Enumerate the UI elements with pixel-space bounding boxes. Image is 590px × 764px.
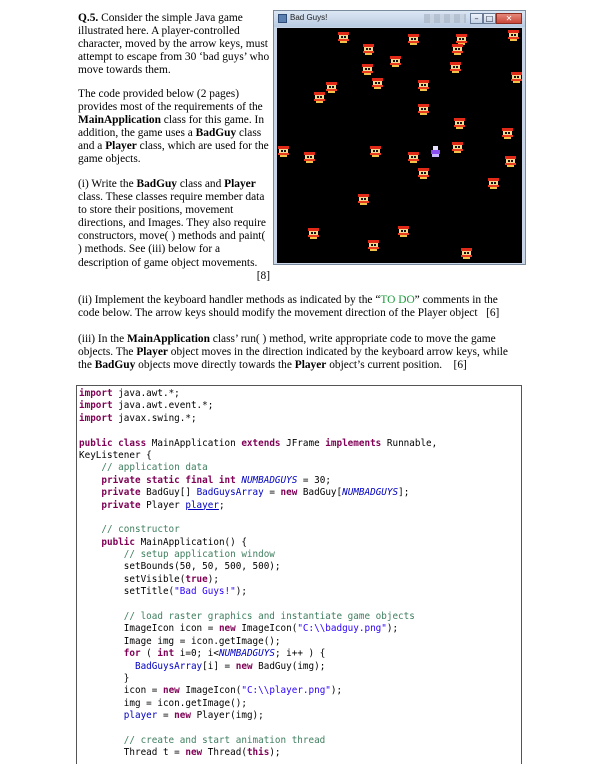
code-line: import javax.swing.*;	[79, 412, 197, 424]
badguy-sprite-icon	[501, 128, 514, 139]
mark-part-ii: [6]	[486, 307, 500, 320]
badguy-sprite-icon	[407, 152, 420, 163]
code-line-blank	[79, 425, 521, 437]
badguy-sprite-icon	[460, 248, 473, 259]
blurred-title-overlay	[424, 14, 466, 23]
badguy-sprite-icon	[510, 72, 523, 83]
badguy-sprite-icon	[357, 194, 370, 205]
code-line-blank	[79, 512, 521, 524]
code-line: public MainApplication() {	[79, 536, 247, 548]
badguy-sprite-icon	[367, 240, 380, 251]
window-icon	[278, 14, 287, 23]
badguy-sprite-icon	[337, 32, 350, 43]
code-line: public class MainApplication extends JFrame implements Runnable,	[79, 437, 438, 449]
badguy-sprite-icon	[504, 156, 517, 167]
window-titlebar[interactable]	[274, 11, 525, 27]
code-line: Thread t = new Thread(this);	[79, 747, 281, 759]
code-line: ImageIcon icon = new ImageIcon("C:\\badguy.png");	[79, 623, 399, 635]
badguy-sprite-icon	[417, 104, 430, 115]
badguy-sprite-icon	[325, 82, 338, 93]
code-line: for ( int i=0; i<NUMBADGUYS; i++ ) {	[79, 648, 326, 660]
badguy-sprite-icon	[362, 44, 375, 55]
badguy-sprite-icon	[371, 78, 384, 89]
code-comment: // load raster graphics and instantiate game objects	[79, 611, 415, 623]
mark-part-i: [8]	[256, 269, 270, 282]
code-comment: // create and start animation thread	[79, 734, 326, 746]
code-line: icon = new ImageIcon("C:\\player.png");	[79, 685, 343, 697]
code-line: BadGuysArray[i] = new BadGuy(img);	[134, 660, 326, 672]
code-line: import java.awt.event.*;	[79, 400, 214, 412]
badguy-sprite-icon	[449, 62, 462, 73]
maximize-icon[interactable]: □	[483, 13, 496, 24]
badguy-sprite-icon	[397, 226, 410, 237]
game-canvas	[277, 28, 522, 263]
code-listing	[76, 385, 522, 764]
code-line: private static final int NUMBADGUYS = 30;	[79, 474, 331, 486]
badguy-sprite-icon	[451, 142, 464, 153]
badguy-sprite-icon	[277, 146, 290, 157]
badguy-sprite-icon	[389, 56, 402, 67]
code-line: player = new Player(img);	[123, 710, 264, 722]
question-paragraph-2: The code provided below (2 pages) provides most of the requirements of the MainApplication class for this game. In addition, the game uses a BadGuy class and a Player class, which are used for the game objects.	[78, 88, 269, 166]
code-line: Image img = icon.getImage();	[79, 635, 281, 647]
close-icon[interactable]: ✕	[496, 13, 522, 24]
question-part-ii: (ii) Implement the keyboard handler methods as indicated by the “TO DO” comments in the code below. The arrow keys should modify the movement direction of the Player object [6]	[78, 294, 500, 320]
badguy-sprite-icon	[507, 30, 520, 41]
badguy-sprite-icon	[417, 80, 430, 91]
code-line: setVisible(true);	[79, 573, 219, 585]
code-line: setTitle("Bad Guys!");	[79, 586, 247, 598]
mark-part-iii: [6]	[453, 359, 467, 372]
code-comment: // application data	[79, 462, 208, 474]
question-part-iii: (iii) In the MainApplication class’ run( ) method, write appropriate code to move the game objects. The Player object moves in the direction indicated by the keyboard arrow keys, while the BadGuy objects move directly towards the Player object’s current position. [6]	[78, 333, 508, 372]
badguy-sprite-icon	[369, 146, 382, 157]
badguy-sprite-icon	[313, 92, 326, 103]
badguy-sprite-icon	[451, 44, 464, 55]
code-comment: // constructor	[79, 524, 180, 536]
code-line-blank	[79, 723, 521, 735]
badguy-sprite-icon	[303, 152, 316, 163]
player-sprite-icon	[431, 146, 440, 157]
badguy-sprite-icon	[361, 64, 374, 75]
question-part-i: (i) Write the BadGuy class and Player class. These classes require member data to store their positions, movement directions, and Images. They also require constructors, move( ) methods and paint( ) methods. See (iii) below for a description of game object movements. [8]	[78, 178, 270, 282]
code-line: private BadGuy[] BadGuysArray = new BadGuy[NUMBADGUYS];	[79, 487, 410, 499]
code-line: }	[79, 672, 130, 684]
minimize-icon[interactable]: –	[470, 13, 483, 24]
badguy-sprite-icon	[407, 34, 420, 45]
badguy-sprite-icon	[417, 168, 430, 179]
game-window	[273, 10, 526, 265]
code-line: img = icon.getImage();	[79, 697, 247, 709]
badguy-sprite-icon	[487, 178, 500, 189]
badguy-sprite-icon	[307, 228, 320, 239]
code-line: KeyListener {	[79, 449, 152, 461]
window-title: Bad Guys!	[290, 13, 328, 22]
question-intro: Q.5. Consider the simple Java game illustrated here. A player-controlled character, moved by the arrow keys, must attempt to escape from 30 ‘bad guys’ who move towards them.	[78, 12, 270, 77]
badguy-sprite-icon	[453, 118, 466, 129]
code-comment: // setup application window	[79, 549, 275, 561]
code-line: import java.awt.*;	[79, 388, 180, 399]
code-line: setBounds(50, 50, 500, 500);	[79, 561, 281, 573]
code-line-blank	[79, 599, 521, 611]
code-line: private Player player;	[79, 499, 225, 511]
